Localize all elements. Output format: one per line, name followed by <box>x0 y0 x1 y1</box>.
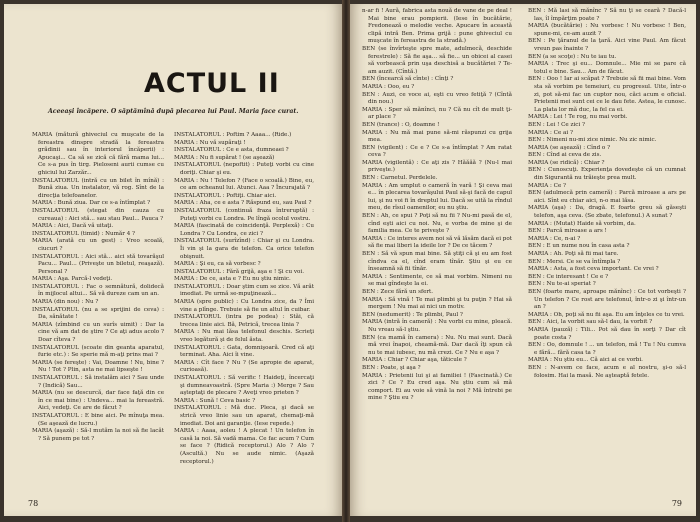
dialogue-line: MARIA : Chiar ? Chiar aşa, tăticule ? <box>362 357 467 364</box>
dialogue-line: INSTALATORUL : Fără grijă, aşa e ! Şi cu voi. <box>174 268 304 275</box>
dialogue-line: INSTALATORUL : Poftiţi. Chiar aici. <box>174 192 277 199</box>
dialogue-line: MARIA (arată cu un gest) : Vreo scoală, ciucuri ? <box>32 238 164 252</box>
dialogue-line: MARIA (din nou) : Nu ? <box>32 299 99 306</box>
dialogue-line: INSTALATORUL : Să instalăm aici ? Sau unde ? (Indică) Sau... <box>32 375 164 389</box>
dialogue-line: MARIA : Aaaa, aoleu ! A plecat ! Un telefon în casă la noi. Să vadă mama. Ce fac acum ? Cum se face ? (Ridică receptorul.) Alo ? Alo ? (Ascultă.) Nu se aude nimic. (Aşază receptorul.) <box>174 428 314 465</box>
dialogue-line: MARIA : Ce ai ? <box>528 129 573 136</box>
dialogue-line: BEN (încearcă să cînte) : Cînţi ? <box>362 76 454 83</box>
dialogue-line: MARIA : Nu fi supărat ! (se aşează) <box>174 154 275 161</box>
dialogue-line: BEN : Zece fără un sfert. <box>362 288 434 295</box>
dialogue-line: INSTALATORUL : Mă duc. Pleca, şi dacă se strică vreo linie sau un aparat, chemaţi-mă imediat. Doi ani garanţie. (Iese repede.) <box>174 405 314 427</box>
left-page <box>4 4 342 516</box>
dialogue-line: MARIA (se fereşte) : Vai, Doamne ! Nu, bine ? Nu ! Tot ? Plin, asta ne mai lipseşte ! <box>32 359 164 374</box>
dialogue-line: INSTALATORUL : Să verific ! Haideţi, încercaţi şi dumneavoastră. (Spre Maria :) Merge ? Sau aşteptaţi de plecare ? Aveţi vreo prieten ? <box>174 375 314 397</box>
dialogue-line: BEN : E un nume nou în casa asta ? <box>528 243 630 250</box>
dialogue-line: BEN (trance) : O, doamne ! <box>362 121 440 128</box>
dialogue-line: BEN (a se scoţe) : Nu te iau tu. <box>528 53 617 60</box>
dialogue-line: INSTALATORUL : E bine aici. Pe mînuţa mea. (Se aşează de lucru.) <box>32 412 164 427</box>
dialogue-line: MARIA : De ce, asta e ? Eu nu ştiu nimic. <box>174 276 291 283</box>
dialogue-line: MARIA : Ooo, eu ? <box>362 83 415 90</box>
dialogue-line: MARIA (bucătărie) : Nu vorbesc ! Nu vorbesc ! Ben, spune-mi, ce-am auzit ? <box>528 23 686 37</box>
right-column-2 <box>528 8 686 380</box>
page-number-left: 78 <box>28 499 39 508</box>
dialogue-line: MARIA (se ridică) : Chiar ? <box>528 159 605 166</box>
dialogue-line: MARIA : Să vină ! Te mai plimbi şi tu puţin ? Hai să mergem ! Nu mai ai nici un motiv. <box>362 296 512 311</box>
left-column-2 <box>174 132 314 466</box>
dialogue-line: n-ar fi ! Aură, fabrica asta nouă de vane de pe deal ! Mai bine erau pompierii. (Iese în bucătărie, Fredonează o melodie veche. Apucare în această clipă intră Ben. Prima grijă : pune ghiveciul cu muşcate în fereastra de la stradă.) <box>362 8 512 45</box>
dialogue-line: BEN : Mă lasi să mănînc ? Să nu ţi se ceară ? Dacă-l las, îl împărţim poate ? <box>528 8 686 22</box>
dialogue-line: BEN (se învîrteşte spre mate, adulmecă, deschide ferestrele) : Să fie aşa... să fie... un obicei al casei să vorbească prin uşa deschisă a bucătăriei ? Te-am auzit. (Cîntă.) <box>362 45 512 75</box>
dialogue-line: INSTALATORUL : Fac o semnătură, dolidecă în mijlocul altui... Să vă dureze cam un an. <box>32 283 164 298</box>
dialogue-line: BEN : Poate, şi aşa ? <box>362 364 421 371</box>
dialogue-line: BEN : Pe ţăranul de la ţară. Aici vine Paul. Am făcut vreun pas înainte ? <box>528 38 686 52</box>
dialogue-line: MARIA (se aşează) : Cînd o ? <box>528 144 611 151</box>
dialogue-line: BEN : Auzi, ce voce ai, eşti cu vreo fetiţă ? (Cîntă din nou.) <box>362 91 512 106</box>
dialogue-line: MARIA (aşa) : Da, dragă. E foarte greu să găseşti telefon, aşa ceva. (Se zbate, telefonul.) A sunat ? <box>528 205 686 220</box>
dialogue-line: BEN (nedumerit) : Te plimbi, Paul ? <box>362 311 463 318</box>
dialogue-line: INSTALATORUL (timid) : Număr 4 ? <box>32 230 136 237</box>
dialogue-line: MARIA : Sper să mănînci, nu ? Că nu cît de mult ţi-ar place ? <box>362 106 512 121</box>
dialogue-line: BEN : Oo, domnule ! ... un telefon, mă ! Tu ! Nu cumva e fără... fără casa ta ? <box>528 342 686 356</box>
right-page <box>350 4 696 516</box>
dialogue-line: INSTALATORUL : Poftim ? Aaaa... (Ride.) <box>174 132 292 138</box>
dialogue-line: MARIA (intră în cameră) : Nu vorbi cu mine, pleacă. Nu vreau să-l ştiu. <box>362 319 512 333</box>
dialogue-line: INSTALATORUL (nepoftit) : Puteţi vorbi cu cine doriţi. Chiar şi eu. <box>174 162 314 176</box>
dialogue-line: MARIA (zîmbind cu un surîs uimit) : Dar la cine vă am dat de ştire ? Ce aţi adus acolo ? Doar cîteva ? <box>32 321 164 344</box>
dialogue-line: BEN : Să vă spun mai bine. Să ştiţi că şi eu am fost cîndva ca el, cînd eram tînăr. Ştiu şi eu ce înseamnă să fii tînăr. <box>362 251 512 273</box>
dialogue-line: BEN : Cunoscuţi. Experienţa dovedeşte că un cumnat din Sigurantă nu trăieşte prea mult. <box>528 167 686 182</box>
dialogue-line: MARIA : Trec şi eu... Domnule... Mie mi se pare că totul e bine. Sau... Am de făcut. <box>528 61 686 75</box>
dialogue-line: MARIA : Nu ştiu eu... Că aici ai ce vorbi. <box>528 357 643 364</box>
dialogue-line: INSTALATORUL : Doar ştim cum se zice. Vă arăt imediat. Pe urmă se-mpuţinează... <box>174 283 314 298</box>
dialogue-line: MARIA (vigilentă) : Ce aţi zis ? Hăăăă ? (Nu-l mai priveşte.) <box>362 159 512 174</box>
dialogue-line: BEN (vigilent) : Ce e ? Ce s-a întîmplat ? Am ratat ceva ? <box>362 144 512 159</box>
dialogue-line: BEN : Parcă miroase a ars ! <box>528 228 607 235</box>
dialogue-line: BEN (adulmecă prin cameră) : Parcă miroase a ars pe aici. Sînt eu chiar aici, n-o mai lăsa. <box>528 190 686 204</box>
dialogue-line: BEN (ca mamă în camera) : Nu. Nu mai sunt. Dacă mă vrei înapoi, cheamă-mă. Dar dacă îţi spun că nu te mai iubesc, nu mă crezi. Ce ? Nu e aşa ? <box>362 334 512 356</box>
dialogue-line: MARIA : Sentimente, ce să mai vorbim. Nimeni nu se mai gîndeşte la ei. <box>362 273 512 288</box>
act-title: ACTUL II <box>144 68 280 99</box>
dialogue-line: BEN : Aici, la vorbit sau să-l dau, la vorbit ? <box>528 319 653 326</box>
dialogue-line: BEN : Nimeni nu-mi zice nimic. Nu zic nimic. <box>528 137 657 144</box>
dialogue-line: MARIA (pauză) : Tili... Pot să dau în sorţi ? Dar cît poate costa ? <box>528 326 686 341</box>
dialogue-line: INSTALATORUL (stegat din cauza cu cureaua) : Aici stă... sau stau Paul... Pauca ? <box>32 207 164 222</box>
dialogue-line: INSTALATORUL : Aici stă... aici stă tovarăşul Pacu... Paul... (Priveşte un biletul, reaşază). Personal ? <box>32 253 164 275</box>
dialogue-line: MARIA : Bună ziua. Dar ce s-a întîmplat ? <box>32 200 151 207</box>
dialogue-line: MARIA : Nu ! Telefon ? (Face o scoală.) Bine, eu, ce am ocheanul lui. Atunci. Aaa ? Încurajată ? <box>174 177 314 192</box>
dialogue-line: BEN : Nu te-ai speriat ? <box>528 281 596 288</box>
dialogue-line: BEN : Carnetul. Perdelele. <box>362 175 438 182</box>
dialogue-line: MARIA : Am umplut o cameră în vară ! Şi ceva mai e... în plecarea tovarăşului Paul să-şi facă de capul lui, şi nu voi fi în dreptul lui. Dacă se uită la rîndul meu, de rîsul oamenilor, eu nu ştiu. <box>362 182 512 212</box>
dialogue-line: BEN : N-avem ce face, acum e al nostru, şi-o să-l folosim. Hai la masă. Ne aşteaptă fetele. <box>528 364 686 379</box>
dialogue-line: MARIA : Cît face ? Nu ? (Se apropie de aparat, curioasă). <box>174 359 314 374</box>
dialogue-line: INSTALATORUL (intra pe podea) : Stăi, că trecea linie aici. Bă, Petrică, trecea linia ? <box>174 314 314 328</box>
dialogue-line: MARIA : Asta, a fost ceva important. Ce vrei ? <box>528 266 659 273</box>
page-number-right: 79 <box>671 499 682 508</box>
dialogue-line: MARIA : Oh, poţi să nu fii aşa. Eu am înţeles ce tu vrei. <box>528 311 685 318</box>
dialogue-line: BEN : Cînd ai ceva de zis. <box>528 152 602 159</box>
act-subtitle: Aceeaşi încăpere. O săptămînă după plecarea lui Paul. Maria face curat. <box>48 108 299 115</box>
dialogue-line: INSTALATORUL (surîzînd) : Chiar şi cu Londra. Îi vin şi la gara de telefon. Ca orice telefon obişnuit. <box>174 238 314 260</box>
dialogue-line: MARIA (nu se descurcă, dar face faţă din ce în ce mai bine) : Undeva... mai la fereastră. Aici, vedeţi. Ce are de făcut ? <box>32 390 164 412</box>
dialogue-line: INSTALATORUL : Ce e asta, dumneaei ? <box>174 147 289 154</box>
dialogue-line: MARIA (fascinată de coincidenţă. Perplexă) : Cu Londra ? Cu Londra, ce zici ? <box>174 223 314 237</box>
dialogue-line: MARIA : Ce interes avem noi să vă lăsăm dacă ei pot să fie mai liberi la ideile lor ? De ce tăcem ? <box>362 235 512 250</box>
dialogue-line: INSTALATORUL (scoate din geanta aparatul, furie etc.) : Se sperie mă m-aţi prins mai ? <box>32 344 164 359</box>
book-gutter <box>342 0 350 522</box>
dialogue-line: BEN : Ce interesant ! Ce e ? <box>528 273 609 280</box>
dialogue-line: BEN (foarte mare, aproape mănînc) : Ce tot vorbeşti ? Un telefon ? Ce rost are telefonul, într-o zi şi într-un an ? <box>528 288 686 311</box>
dialogue-line: MARIA : Prietenii lui şi ai familiei ! (Fascinată.) Ce zici ? Ce ? Eu cred aşa. Nu ştiu cum să mă comport. Ei au voie să vină la noi ? Mă întrebi pe mine ? Ştiu eu ? <box>362 372 512 402</box>
dialogue-line: INSTALATORUL (nu a se sprijini de ceva) : Da, sănătate ! <box>32 306 164 321</box>
dialogue-line: MARIA : Şi eu, ca să vorbesc ? <box>174 261 261 268</box>
dialogue-line: MARIA : Lei ! Te rog, nu mai vorbi. <box>528 114 628 121</box>
left-column-1 <box>32 132 164 443</box>
dialogue-line: MARIA : Sună ! Ceva basic ? <box>174 397 256 404</box>
dialogue-line: INSTALATORUL (intră cu un bilet în mînă) : Bună ziua. Un instalator, vă rog. Sînt de la direcţia telefoanelor. <box>32 177 164 199</box>
dialogue-line: MARIA (aşază) : Să-l mutăm la noi să fie lacăt ? Să punem pe tot ? <box>32 428 164 442</box>
dialogue-line: BEN : Lei ! Ce zici ? <box>528 121 585 128</box>
dialogue-line: BEN : Mersi. Ce se va întîmpla ? <box>528 258 621 265</box>
dialogue-line: MARIA : Aici, Dacă vă uitaţi. <box>32 223 114 230</box>
dialogue-line: MARIA : Aha, ce e asta ? Răspund eu, sau Paul ? <box>174 200 312 207</box>
dialogue-line: MARIA : (Mutat) Haide să vorbim, da. <box>528 220 636 227</box>
dialogue-line: BEN : Ooo ! Iar ai scăpat ? Trebuie să fii mai bine. Vom sta să vorbim pe temeiuri, cu progresul. Uite, într-o zi, pot să-mi fac un cuptor nou, căci acum e oficial. Prietenii mei sunt cei ce le dau fete. Astea, le cunosc. La plata lor mă duc, la fel ca ei. <box>528 76 686 113</box>
dialogue-line: BEN : Ah, ce spui ? Poţi să nu fii ? Nu-mi pasă de el, cînd eşti aici cu noi. Nu, e vorba de mine şi de familia mea. Ce te priveşte ? <box>362 213 512 235</box>
right-column-1 <box>362 8 512 403</box>
dialogue-line: INSTALATORUL : Gata, domnişoară. Cred că aţi terminat. Aha. Aici îi vine. <box>174 344 314 359</box>
dialogue-line: MARIA (mătură ghiveciul cu muşcate de la fereastra dinspre stradă la fereastra grădinii sau în interiorul încăperii) : Apucaşi... Ca să se zică că fără mama lui... Ce s-a pus în tirg. Pieloseni aurii cumse cu ghiciul lui Zarzăr... <box>32 132 164 176</box>
dialogue-line: MARIA : Aşa. Parcă-l vedeţi. <box>32 276 113 283</box>
dialogue-line: INSTALATORUL (continuă fraza întreruptă) : Puteţi vorbi cu Londra. Pe lîngă ocolul vostru. <box>174 207 314 222</box>
dialogue-line: MARIA : Nu mai lăsa telefonul deschis. Scrieţi vreo legătură şi de felul ăsta. <box>174 329 314 344</box>
dialogue-line: MARIA : Ce ? <box>528 182 567 189</box>
dialogue-line: MARIA (spre public) : Cu Londra zice, da ? Îmi vine a plînge. Trebuie să fie un altul în cuibar. <box>174 299 314 313</box>
dialogue-line: MARIA : Ah. Poţi să fii mai tare. <box>528 251 619 257</box>
dialogue-line: MARIA : Ce, n-ai ? <box>528 235 581 242</box>
dialogue-line: MARIA : Nu mă mai pune să-mi răspunzi cu grija mea. <box>362 129 512 144</box>
dialogue-line: MARIA : Nu vă supăraţi ! <box>174 139 246 146</box>
